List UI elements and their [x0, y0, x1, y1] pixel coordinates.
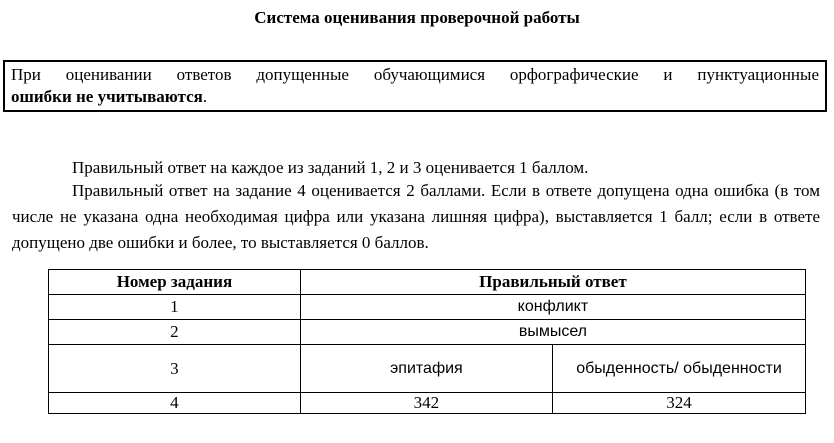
answer-cell: вымысел [300, 320, 805, 345]
answers-table [48, 269, 806, 414]
task-number-cell: 2 [49, 320, 301, 345]
answer-cell-b: обыденность/ обыденности [553, 345, 806, 393]
table-row [49, 393, 806, 414]
task-number-cell: 3 [49, 345, 301, 393]
table-header-row [49, 270, 806, 295]
answer-cell-a: 342 [300, 393, 552, 414]
notice-bold-text: ошибки не учитываются [11, 87, 203, 106]
scoring-paragraph-2: Правильный ответ на задание 4 оценивается 2 баллами. Если в ответе допущена одна ошибка (в том числе не указана одна необходимая цифра или указана лишняя цифра), выставляется 1 балл; если в ответе допущено две ошибки и более, то выставляется 0 баллов. [12, 181, 820, 252]
header-task-number: Номер задания [49, 270, 301, 295]
header-correct-answer: Правильный ответ [300, 270, 805, 295]
task-number-cell: 1 [49, 295, 301, 320]
scoring-paragraph-1: Правильный ответ на каждое из заданий 1, 2 и 3 оценивается 1 баллом. [72, 158, 589, 177]
table-row [49, 345, 806, 393]
page-title: Система оценивания проверочной работы [254, 8, 580, 27]
table-row [49, 295, 806, 320]
notice-text: При оценивании ответов допущенные обучающимися орфографические и пунктуационные [11, 65, 819, 84]
answer-cell-a: эпитафия [300, 345, 552, 393]
answer-cell-b: 324 [553, 393, 806, 414]
notice-tail: . [202, 87, 208, 106]
answer-cell: конфликт [300, 295, 805, 320]
notice-box [3, 60, 827, 112]
notice-line-2 [11, 86, 819, 108]
table-row [49, 320, 806, 345]
task-number-cell: 4 [49, 393, 301, 414]
